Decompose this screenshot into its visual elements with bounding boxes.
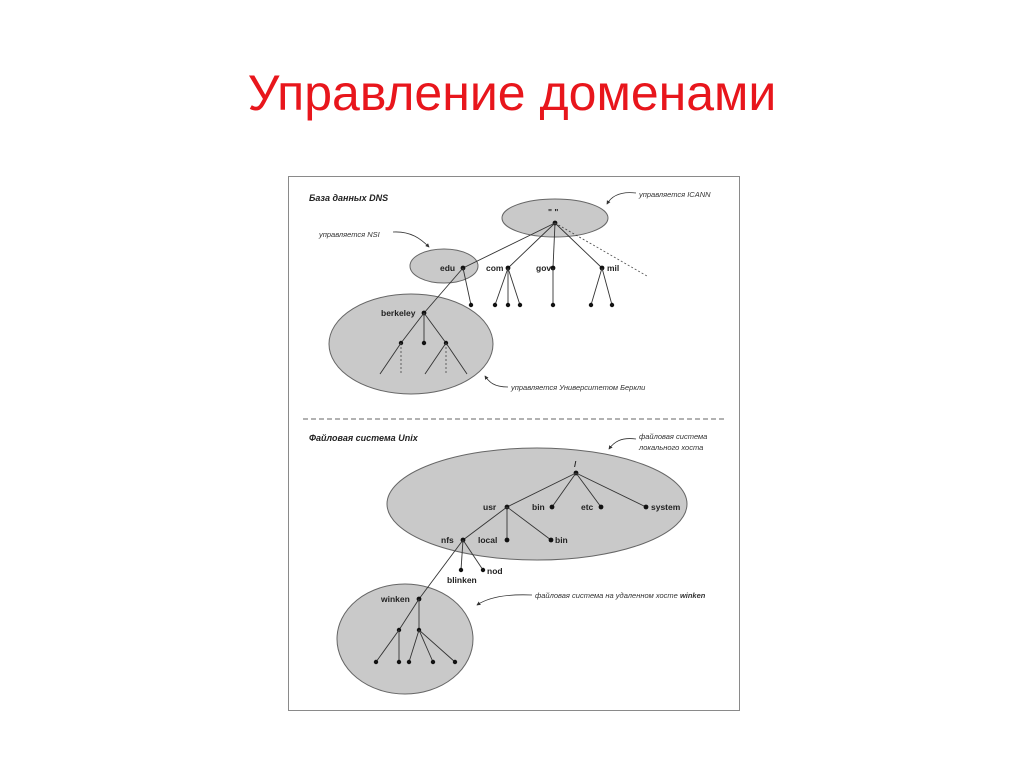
diagram-svg	[289, 177, 739, 710]
edge	[591, 268, 602, 305]
dir-node-local	[505, 538, 510, 543]
berkeley-note: управляется Университетом Беркли	[511, 383, 646, 392]
edge	[495, 268, 508, 305]
dir-node-bin	[550, 505, 555, 510]
dir-label-etc: etc	[581, 502, 594, 512]
dir-node-blinken	[459, 568, 463, 572]
berkeley-label: berkeley	[381, 308, 416, 318]
tree-node	[453, 660, 457, 664]
dir-label-usr-bin: bin	[555, 535, 568, 545]
remote-fs-note-host: winken	[679, 591, 706, 600]
tree-node	[407, 660, 411, 664]
edge	[602, 268, 612, 305]
dir-label-nfs: nfs	[441, 535, 454, 545]
unix-root-label: /	[574, 459, 577, 469]
edge	[508, 268, 520, 305]
unix-section-title: Файловая система Unix	[309, 433, 418, 443]
local-fs-arrow	[609, 439, 636, 449]
diagram-figure	[288, 176, 740, 711]
dir-label-blinken: blinken	[447, 575, 477, 585]
tld-label-mil: mil	[607, 263, 620, 273]
dir-node-etc	[599, 505, 604, 510]
nsi-arrow	[393, 232, 429, 247]
tree-node	[589, 303, 593, 307]
local-fs-note-line2: локального хоста	[639, 443, 704, 452]
slide-title: Управление доменами	[247, 65, 777, 121]
edge	[463, 223, 555, 268]
dir-label-bin: bin	[532, 502, 545, 512]
dir-node-nod	[481, 568, 485, 572]
edge	[419, 540, 463, 599]
dns-section-title: База данных DNS	[309, 193, 389, 203]
remote-fs-note-text: файловая система на удаленном хосте	[535, 591, 680, 600]
dir-label-local: local	[478, 535, 498, 545]
tree-node	[374, 660, 378, 664]
local-fs-note-line1: файловая система	[639, 432, 708, 441]
dir-label-nod: nod	[487, 566, 503, 576]
tree-node	[422, 341, 426, 345]
dir-label-system: system	[651, 502, 681, 512]
tree-node	[431, 660, 435, 664]
nsi-note: управляется NSI	[319, 230, 380, 239]
dir-label-usr: usr	[483, 502, 497, 512]
tld-label-gov: gov	[536, 263, 552, 273]
dir-node-system	[644, 505, 649, 510]
tree-node	[551, 303, 555, 307]
tree-node	[397, 660, 401, 664]
tld-label-edu: edu	[440, 263, 456, 273]
tree-node	[610, 303, 614, 307]
icann-note: управляется ICANN	[639, 190, 711, 199]
tree-node	[469, 303, 473, 307]
tree-node	[518, 303, 522, 307]
tree-node	[506, 303, 510, 307]
remote-fs-note	[535, 591, 706, 600]
berkeley-arrow	[485, 376, 508, 387]
winken-label: winken	[381, 594, 410, 604]
dir-node-usr-bin	[549, 538, 554, 543]
dns-root-label: " "	[548, 207, 559, 217]
icann-arrow	[607, 193, 636, 204]
tree-node	[493, 303, 497, 307]
tld-label-com: com	[486, 263, 504, 273]
remote-fs-arrow	[477, 595, 532, 605]
